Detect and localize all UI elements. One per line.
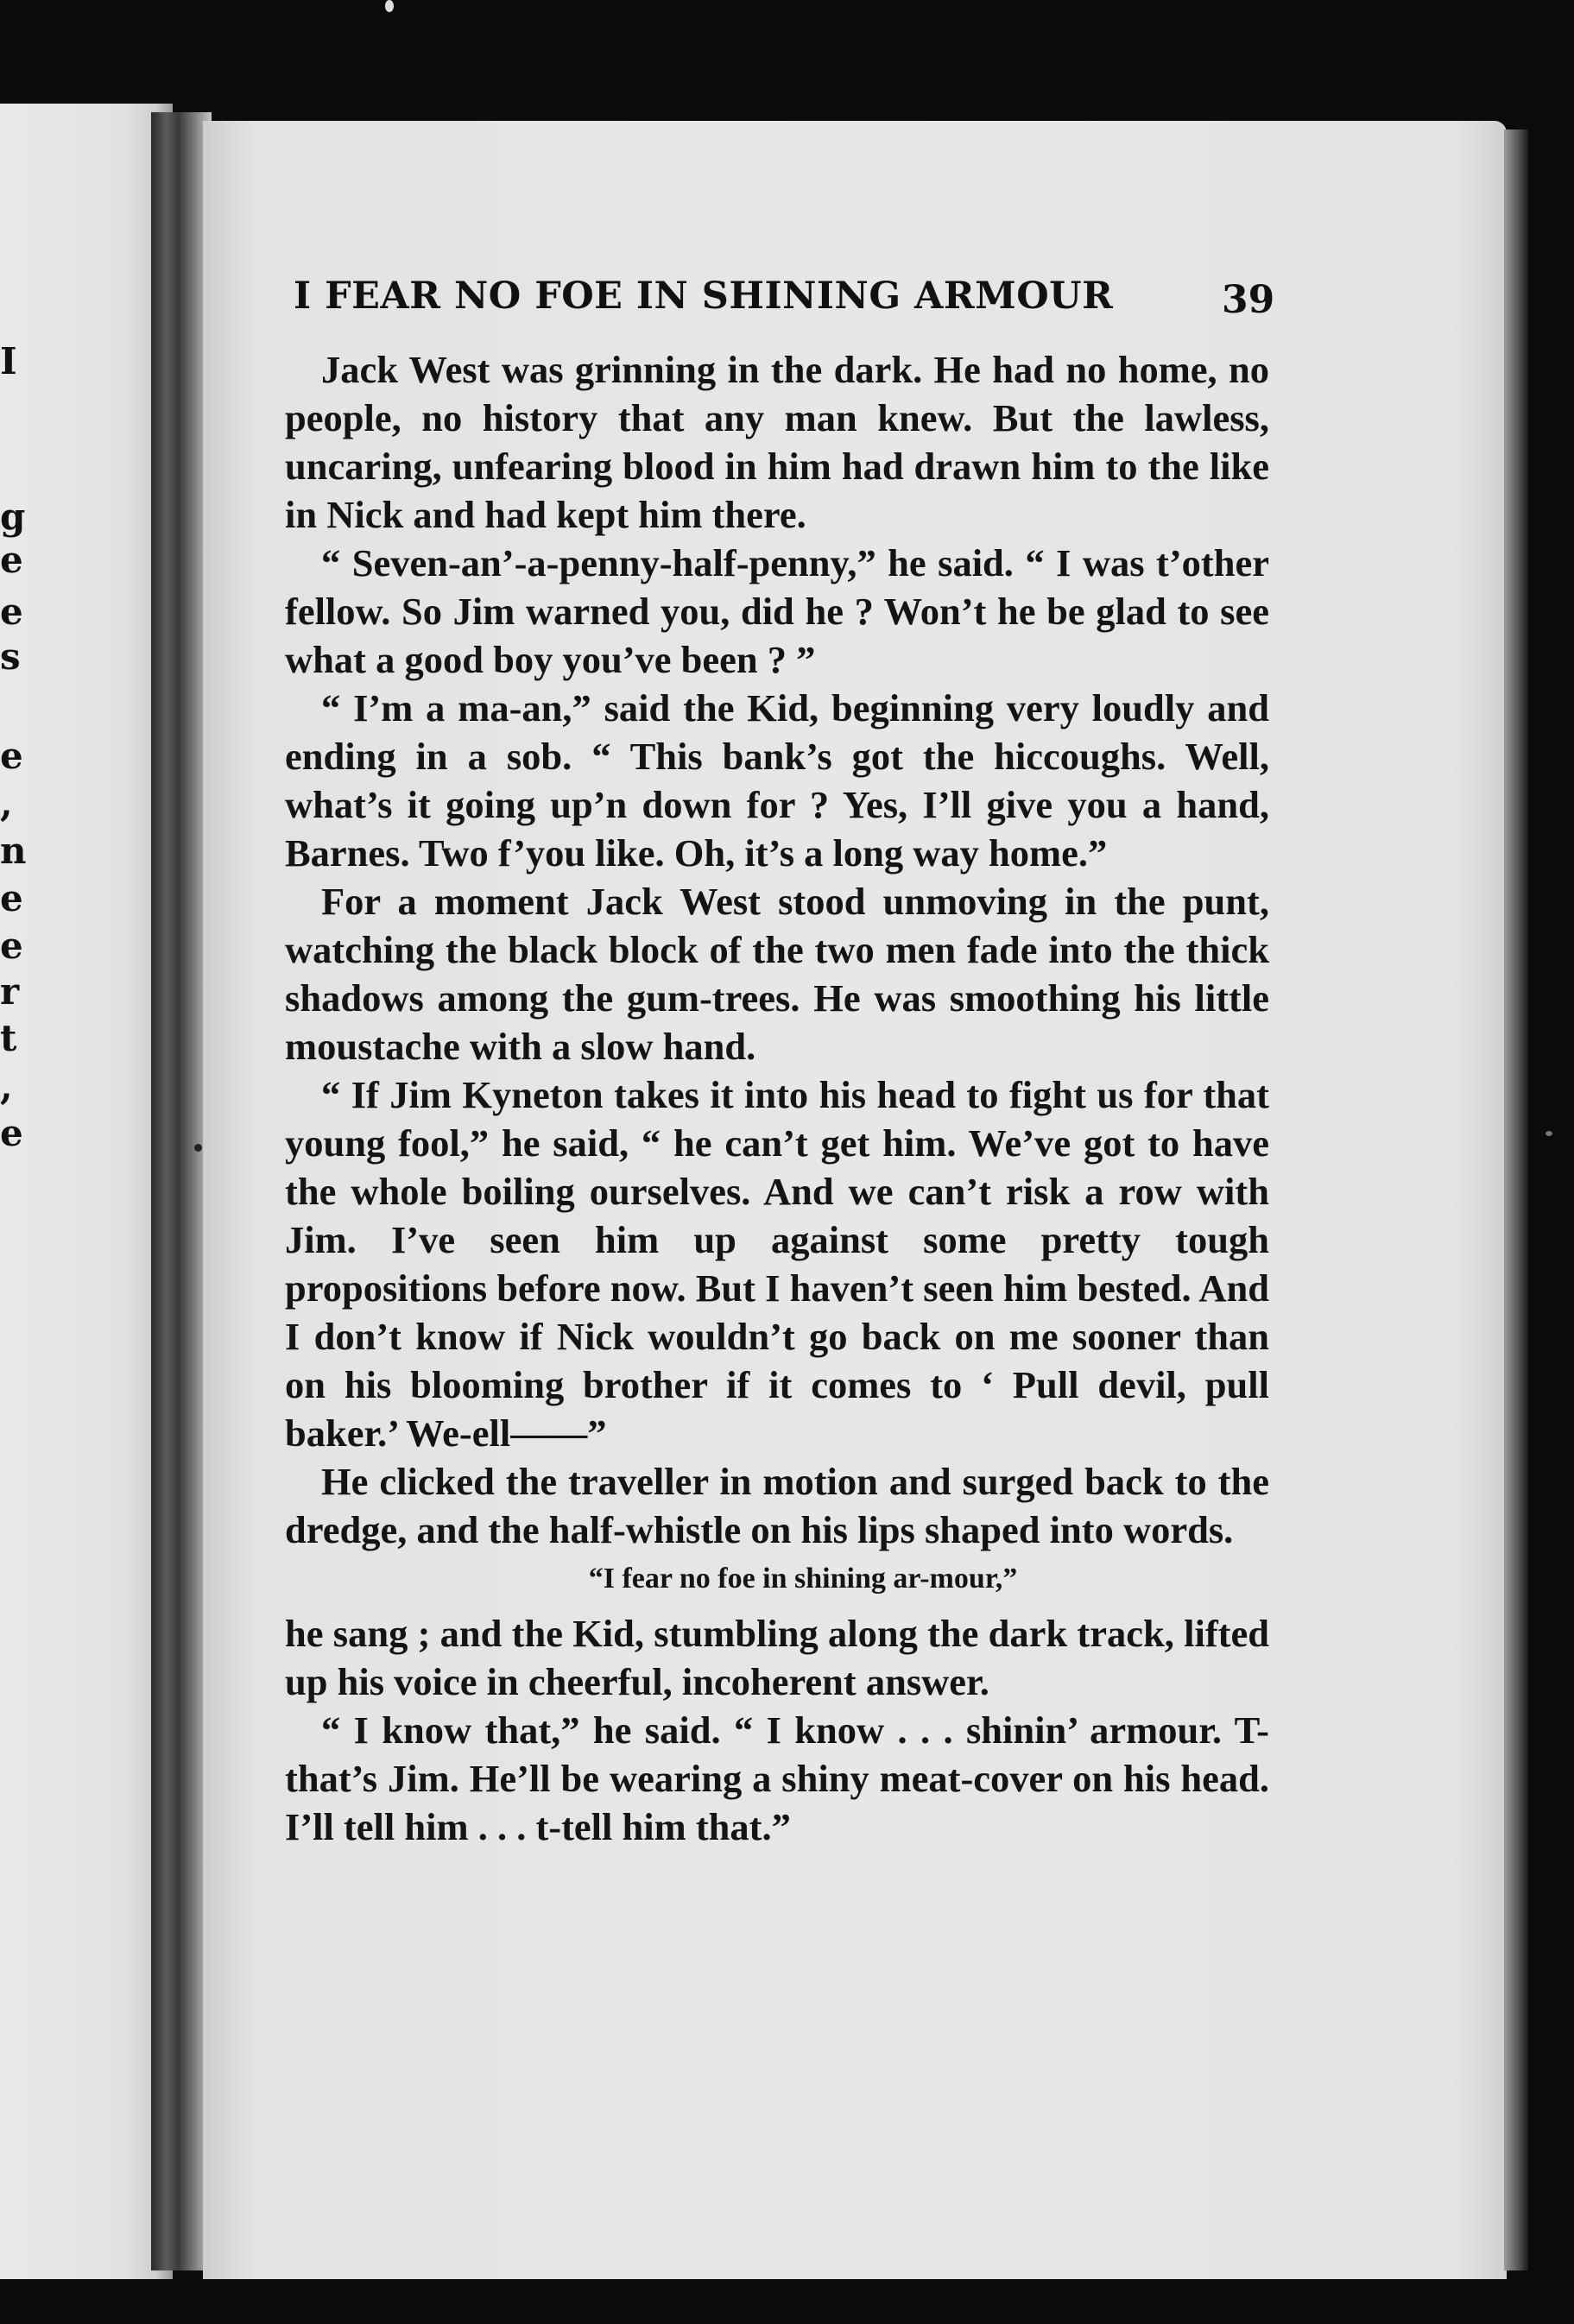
left-page-edge-char: I	[0, 340, 17, 382]
left-facing-page	[0, 104, 173, 2279]
scan-speck	[1546, 1131, 1552, 1136]
left-page-edge-char: r	[0, 970, 20, 1013]
left-page-edge-char: s	[0, 635, 21, 678]
paragraph: He clicked the traveller in motion and surged back to the dredge, and the half-whistle on his lips shaped into words.	[285, 1460, 1269, 1551]
song-quote: “I fear no foe in shining ar-mour,”	[588, 1563, 1018, 1595]
page-number: 39	[1222, 278, 1275, 322]
page-right-edge	[1504, 129, 1528, 2270]
paragraph: “ Seven-an’-a-penny-half-penny,” he said. “ I was t’other fellow. So Jim warned you, did he ? Won’t he be glad to see what a good boy you’ve been ? ”	[285, 541, 1269, 681]
paragraph: “ I’m a ma-an,” said the Kid, beginning very loudly and ending in a sob. “ This bank’s got the hiccoughs. Well, what’s it going up’n down for ? Yes, I’ll give you a hand, Barnes. Two f’you like. Oh, it’s a long way home.”	[285, 686, 1269, 875]
left-page-edge-char: e	[0, 539, 23, 581]
left-page-edge-char: ,	[0, 1065, 13, 1108]
paragraph: For a moment Jack West stood unmoving in the punt, watching the black block of the two men fade into the thick shadows among the gum-trees. He was smoothing his little moustache with a slow hand.	[285, 880, 1269, 1068]
left-page-edge-char: e	[0, 925, 23, 967]
paragraph: he sang ; and the Kid, stumbling along the dark track, lifted up his voice in cheerful, incoherent answer.	[285, 1612, 1269, 1703]
left-page-edge-char: e	[0, 877, 23, 919]
paragraph: Jack West was grinning in the dark. He had no home, no people, no history that any man knew. But the lawless, uncaring, unfearing blood in him had drawn him to the like in Nick and had kept him there.	[285, 348, 1269, 536]
left-page-edge-char: g	[0, 496, 26, 538]
left-page-edge-char: t	[0, 1017, 17, 1059]
left-page-edge-char: e	[0, 590, 23, 633]
body-text	[285, 345, 1269, 1851]
scan-speck	[194, 1144, 202, 1152]
left-page-edge-char: e	[0, 1112, 23, 1154]
running-head: I FEAR NO FOE IN SHINING ARMOUR	[294, 275, 1114, 318]
scan-speck	[385, 0, 394, 12]
paragraph: “ I know that,” he said. “ I know . . . shinin’ armour. T-that’s Jim. He’ll be wearing a shiny meat-cover on his head. I’ll tell him . . . t-tell him that.”	[285, 1708, 1269, 1848]
left-page-edge-char: n	[0, 830, 27, 872]
paragraph: “ If Jim Kyneton takes it into his head to fight us for that young fool,” he said, “ he can’t get him. We’ve got to have the whole boiling ourselves. And we can’t risk a row with Jim. I’ve seen him up against some pretty tough propositions before now. But I haven’t seen him bested. And I don’t know if Nick wouldn’t go back on me sooner than on his blooming brother if it comes to ‘ Pull devil, pull baker.’ We-ell——”	[285, 1073, 1269, 1455]
left-page-edge-char: ,	[0, 782, 13, 824]
left-page-edge-char: e	[0, 735, 23, 777]
